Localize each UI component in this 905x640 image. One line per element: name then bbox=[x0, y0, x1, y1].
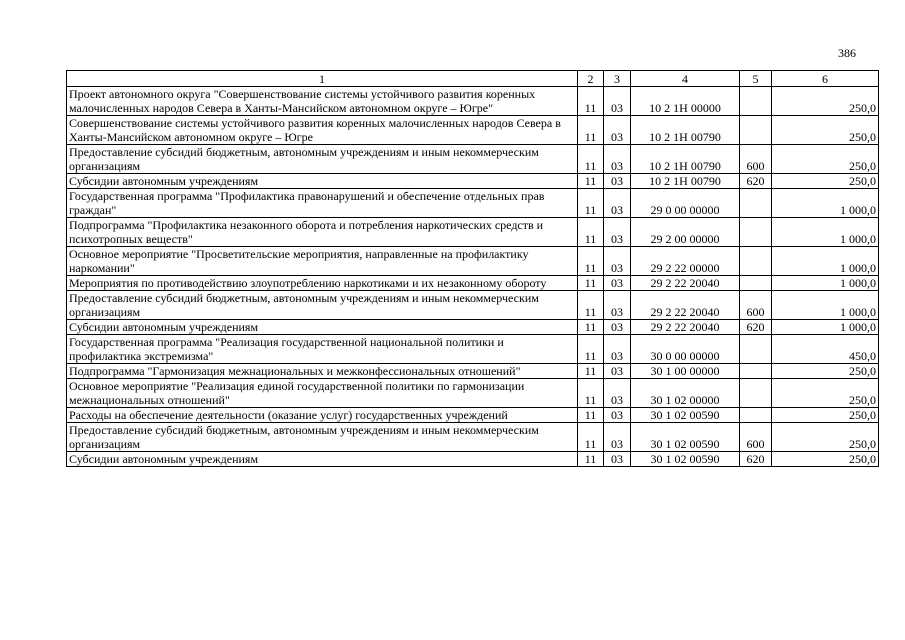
row-target-code-cell: 30 0 00 00000 bbox=[631, 335, 740, 364]
row-section-cell: 11 bbox=[578, 218, 604, 247]
row-target-code-cell: 10 2 1Н 00790 bbox=[631, 145, 740, 174]
row-subsection-cell: 03 bbox=[604, 276, 631, 291]
row-subsection-cell: 03 bbox=[604, 116, 631, 145]
table-row bbox=[67, 452, 879, 467]
row-target-code-cell: 29 2 22 00000 bbox=[631, 247, 740, 276]
table-row bbox=[67, 189, 879, 218]
row-target-code-cell: 29 2 22 20040 bbox=[631, 291, 740, 320]
row-name-cell: Основное мероприятие "Просветительские мероприятия, направленные на профилактику наркомании" bbox=[67, 247, 578, 276]
row-expense-type-cell bbox=[740, 276, 772, 291]
header-col-1: 1 bbox=[67, 71, 578, 87]
table-row bbox=[67, 174, 879, 189]
row-expense-type-cell: 600 bbox=[740, 145, 772, 174]
row-name-cell: Подпрограмма "Профилактика незаконного оборота и потребления наркотических средств и психотропных веществ" bbox=[67, 218, 578, 247]
row-amount-cell: 250,0 bbox=[772, 174, 879, 189]
row-subsection-cell: 03 bbox=[604, 145, 631, 174]
row-name-cell: Расходы на обеспечение деятельности (оказание услуг) государственных учреждений bbox=[67, 408, 578, 423]
table-row bbox=[67, 116, 879, 145]
table-row bbox=[67, 379, 879, 408]
row-expense-type-cell bbox=[740, 364, 772, 379]
table-row bbox=[67, 218, 879, 247]
row-subsection-cell: 03 bbox=[604, 335, 631, 364]
row-target-code-cell: 30 1 02 00590 bbox=[631, 452, 740, 467]
table-body bbox=[67, 87, 879, 467]
row-amount-cell: 250,0 bbox=[772, 408, 879, 423]
row-target-code-cell: 10 2 1Н 00790 bbox=[631, 174, 740, 189]
row-section-cell: 11 bbox=[578, 452, 604, 467]
row-expense-type-cell: 620 bbox=[740, 320, 772, 335]
row-subsection-cell: 03 bbox=[604, 364, 631, 379]
row-subsection-cell: 03 bbox=[604, 174, 631, 189]
table-row bbox=[67, 145, 879, 174]
row-section-cell: 11 bbox=[578, 116, 604, 145]
row-subsection-cell: 03 bbox=[604, 408, 631, 423]
table-row bbox=[67, 320, 879, 335]
row-subsection-cell: 03 bbox=[604, 291, 631, 320]
row-subsection-cell: 03 bbox=[604, 87, 631, 116]
row-amount-cell: 250,0 bbox=[772, 116, 879, 145]
row-amount-cell: 1 000,0 bbox=[772, 218, 879, 247]
row-target-code-cell: 30 1 00 00000 bbox=[631, 364, 740, 379]
row-amount-cell: 250,0 bbox=[772, 364, 879, 379]
row-subsection-cell: 03 bbox=[604, 247, 631, 276]
row-section-cell: 11 bbox=[578, 335, 604, 364]
row-section-cell: 11 bbox=[578, 174, 604, 189]
row-target-code-cell: 10 2 1Н 00790 bbox=[631, 116, 740, 145]
row-expense-type-cell: 600 bbox=[740, 291, 772, 320]
row-target-code-cell: 10 2 1Н 00000 bbox=[631, 87, 740, 116]
row-section-cell: 11 bbox=[578, 291, 604, 320]
row-subsection-cell: 03 bbox=[604, 218, 631, 247]
row-subsection-cell: 03 bbox=[604, 423, 631, 452]
row-section-cell: 11 bbox=[578, 189, 604, 218]
row-target-code-cell: 29 2 22 20040 bbox=[631, 320, 740, 335]
row-target-code-cell: 29 0 00 00000 bbox=[631, 189, 740, 218]
row-amount-cell: 250,0 bbox=[772, 379, 879, 408]
header-row bbox=[67, 71, 879, 87]
row-expense-type-cell: 620 bbox=[740, 452, 772, 467]
row-name-cell: Подпрограмма "Гармонизация межнациональных и межконфессиональных отношений" bbox=[67, 364, 578, 379]
table-row bbox=[67, 291, 879, 320]
row-name-cell: Предоставление субсидий бюджетным, автономным учреждениям и иным некоммерческим организациям bbox=[67, 291, 578, 320]
row-name-cell: Мероприятия по противодействию злоупотреблению наркотиками и их незаконному обороту bbox=[67, 276, 578, 291]
row-amount-cell: 1 000,0 bbox=[772, 189, 879, 218]
row-target-code-cell: 30 1 02 00000 bbox=[631, 379, 740, 408]
row-name-cell: Проект автономного округа "Совершенствование системы устойчивого развития коренных малочисленных народов Севера в Ханты-Мансийском автономном округе – Югре" bbox=[67, 87, 578, 116]
row-amount-cell: 250,0 bbox=[772, 145, 879, 174]
row-expense-type-cell bbox=[740, 335, 772, 364]
header-col-2: 2 bbox=[578, 71, 604, 87]
table-row bbox=[67, 87, 879, 116]
row-name-cell: Субсидии автономным учреждениям bbox=[67, 320, 578, 335]
row-subsection-cell: 03 bbox=[604, 189, 631, 218]
row-name-cell: Государственная программа "Реализация государственной национальной политики и профилактика экстремизма" bbox=[67, 335, 578, 364]
row-subsection-cell: 03 bbox=[604, 379, 631, 408]
row-section-cell: 11 bbox=[578, 423, 604, 452]
row-target-code-cell: 30 1 02 00590 bbox=[631, 423, 740, 452]
row-target-code-cell: 30 1 02 00590 bbox=[631, 408, 740, 423]
table-row bbox=[67, 247, 879, 276]
row-expense-type-cell bbox=[740, 379, 772, 408]
row-name-cell: Основное мероприятие "Реализация единой государственной политики по гармонизации межнациональных отношений" bbox=[67, 379, 578, 408]
row-name-cell: Предоставление субсидий бюджетным, автономным учреждениям и иным некоммерческим организациям bbox=[67, 423, 578, 452]
row-section-cell: 11 bbox=[578, 247, 604, 276]
row-subsection-cell: 03 bbox=[604, 452, 631, 467]
row-expense-type-cell bbox=[740, 408, 772, 423]
row-expense-type-cell: 600 bbox=[740, 423, 772, 452]
row-expense-type-cell bbox=[740, 247, 772, 276]
row-section-cell: 11 bbox=[578, 408, 604, 423]
row-amount-cell: 250,0 bbox=[772, 452, 879, 467]
row-expense-type-cell bbox=[740, 116, 772, 145]
table-row bbox=[67, 276, 879, 291]
table-header bbox=[67, 71, 879, 87]
row-name-cell: Субсидии автономным учреждениям bbox=[67, 452, 578, 467]
row-expense-type-cell: 620 bbox=[740, 174, 772, 189]
row-section-cell: 11 bbox=[578, 87, 604, 116]
page-number: 386 bbox=[838, 46, 856, 60]
table-row bbox=[67, 335, 879, 364]
row-amount-cell: 1 000,0 bbox=[772, 320, 879, 335]
row-target-code-cell: 29 2 00 00000 bbox=[631, 218, 740, 247]
row-expense-type-cell bbox=[740, 189, 772, 218]
row-amount-cell: 1 000,0 bbox=[772, 247, 879, 276]
row-amount-cell: 1 000,0 bbox=[772, 291, 879, 320]
row-section-cell: 11 bbox=[578, 364, 604, 379]
row-amount-cell: 450,0 bbox=[772, 335, 879, 364]
row-section-cell: 11 bbox=[578, 320, 604, 335]
row-target-code-cell: 29 2 22 20040 bbox=[631, 276, 740, 291]
row-name-cell: Государственная программа "Профилактика правонарушений и обеспечение отдельных прав граждан" bbox=[67, 189, 578, 218]
table-row bbox=[67, 364, 879, 379]
row-expense-type-cell bbox=[740, 87, 772, 116]
row-amount-cell: 250,0 bbox=[772, 423, 879, 452]
header-col-4: 4 bbox=[631, 71, 740, 87]
budget-table bbox=[66, 70, 879, 467]
header-col-5: 5 bbox=[740, 71, 772, 87]
row-amount-cell: 1 000,0 bbox=[772, 276, 879, 291]
table-row bbox=[67, 408, 879, 423]
row-name-cell: Предоставление субсидий бюджетным, автономным учреждениям и иным некоммерческим организациям bbox=[67, 145, 578, 174]
row-section-cell: 11 bbox=[578, 276, 604, 291]
row-section-cell: 11 bbox=[578, 379, 604, 408]
row-subsection-cell: 03 bbox=[604, 320, 631, 335]
header-col-6: 6 bbox=[772, 71, 879, 87]
row-amount-cell: 250,0 bbox=[772, 87, 879, 116]
header-col-3: 3 bbox=[604, 71, 631, 87]
row-expense-type-cell bbox=[740, 218, 772, 247]
row-name-cell: Совершенствование системы устойчивого развития коренных малочисленных народов Севера в Ханты-Мансийском автономном округе – Югре bbox=[67, 116, 578, 145]
row-section-cell: 11 bbox=[578, 145, 604, 174]
table-row bbox=[67, 423, 879, 452]
row-name-cell: Субсидии автономным учреждениям bbox=[67, 174, 578, 189]
